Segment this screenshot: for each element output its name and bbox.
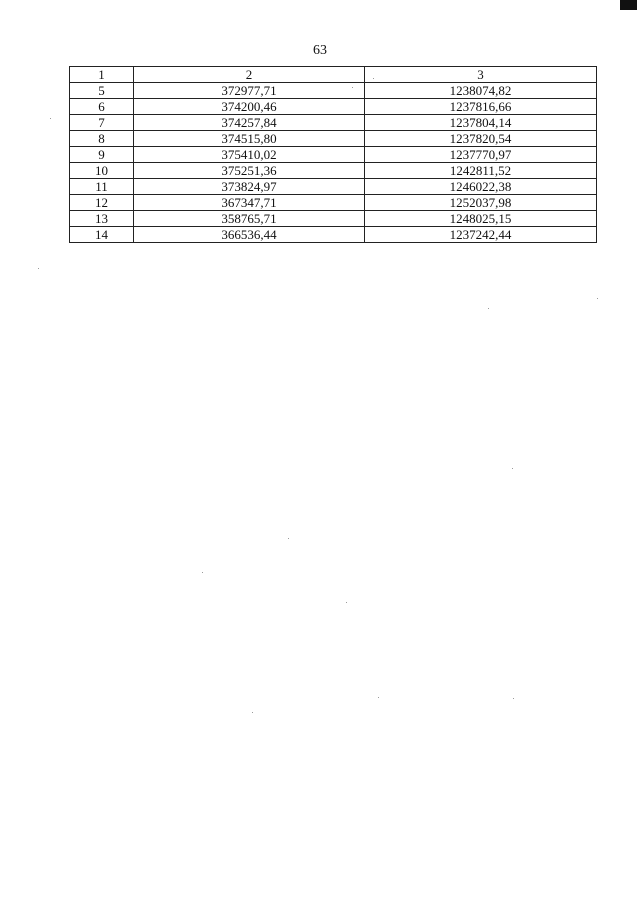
point-number-cell: 13	[70, 211, 134, 227]
x-coordinate-cell: 375410,02	[134, 147, 365, 163]
y-coordinate-cell: 1237820,54	[365, 131, 597, 147]
column-header-y: 3	[365, 67, 597, 83]
x-coordinate-cell: 366536,44	[134, 227, 365, 243]
y-coordinate-cell: 1242811,52	[365, 163, 597, 179]
scan-speck	[488, 308, 489, 309]
y-coordinate-cell: 1238074,82	[365, 83, 597, 99]
table-row	[70, 211, 597, 227]
point-number-cell: 8	[70, 131, 134, 147]
scan-speck	[512, 468, 513, 469]
x-coordinate-cell: 358765,71	[134, 211, 365, 227]
x-coordinate-cell: 367347,71	[134, 195, 365, 211]
table-row	[70, 179, 597, 195]
table-row	[70, 131, 597, 147]
y-coordinate-cell: 1248025,15	[365, 211, 597, 227]
x-coordinate-cell: 373824,97	[134, 179, 365, 195]
point-number-cell: 11	[70, 179, 134, 195]
y-coordinate-cell: 1246022,38	[365, 179, 597, 195]
scan-speck	[202, 572, 203, 573]
table-row	[70, 195, 597, 211]
scan-speck	[38, 268, 39, 269]
point-number-cell: 14	[70, 227, 134, 243]
point-number-cell: 9	[70, 147, 134, 163]
table-header-row	[70, 67, 597, 83]
scan-speck	[378, 697, 379, 698]
scan-speck	[597, 298, 598, 299]
scan-speck	[252, 712, 253, 713]
x-coordinate-cell: 374200,46	[134, 99, 365, 115]
point-number-cell: 6	[70, 99, 134, 115]
y-coordinate-cell: 1237804,14	[365, 115, 597, 131]
scan-speck	[513, 698, 514, 699]
coordinates-table	[69, 66, 597, 243]
x-coordinate-cell: 375251,36	[134, 163, 365, 179]
table-row	[70, 115, 597, 131]
y-coordinate-cell: 1252037,98	[365, 195, 597, 211]
scan-speck	[346, 602, 347, 603]
y-coordinate-cell: 1237770,97	[365, 147, 597, 163]
table-row	[70, 227, 597, 243]
table-row	[70, 163, 597, 179]
point-number-cell: 10	[70, 163, 134, 179]
x-coordinate-cell: 374515,80	[134, 131, 365, 147]
column-header-x: 2	[134, 67, 365, 83]
table-row	[70, 147, 597, 163]
point-number-cell: 12	[70, 195, 134, 211]
point-number-cell: 5	[70, 83, 134, 99]
x-coordinate-cell: 374257,84	[134, 115, 365, 131]
scan-speck	[50, 118, 51, 119]
point-number-cell: 7	[70, 115, 134, 131]
scan-speck	[352, 87, 353, 88]
scan-corner-mark	[620, 0, 637, 10]
table-row	[70, 99, 597, 115]
scan-speck	[373, 78, 374, 79]
y-coordinate-cell: 1237242,44	[365, 227, 597, 243]
column-header-number: 1	[70, 67, 134, 83]
page-number: 63	[313, 43, 327, 58]
y-coordinate-cell: 1237816,66	[365, 99, 597, 115]
x-coordinate-cell: 372977,71	[134, 83, 365, 99]
scan-speck	[288, 538, 289, 539]
table-row	[70, 83, 597, 99]
